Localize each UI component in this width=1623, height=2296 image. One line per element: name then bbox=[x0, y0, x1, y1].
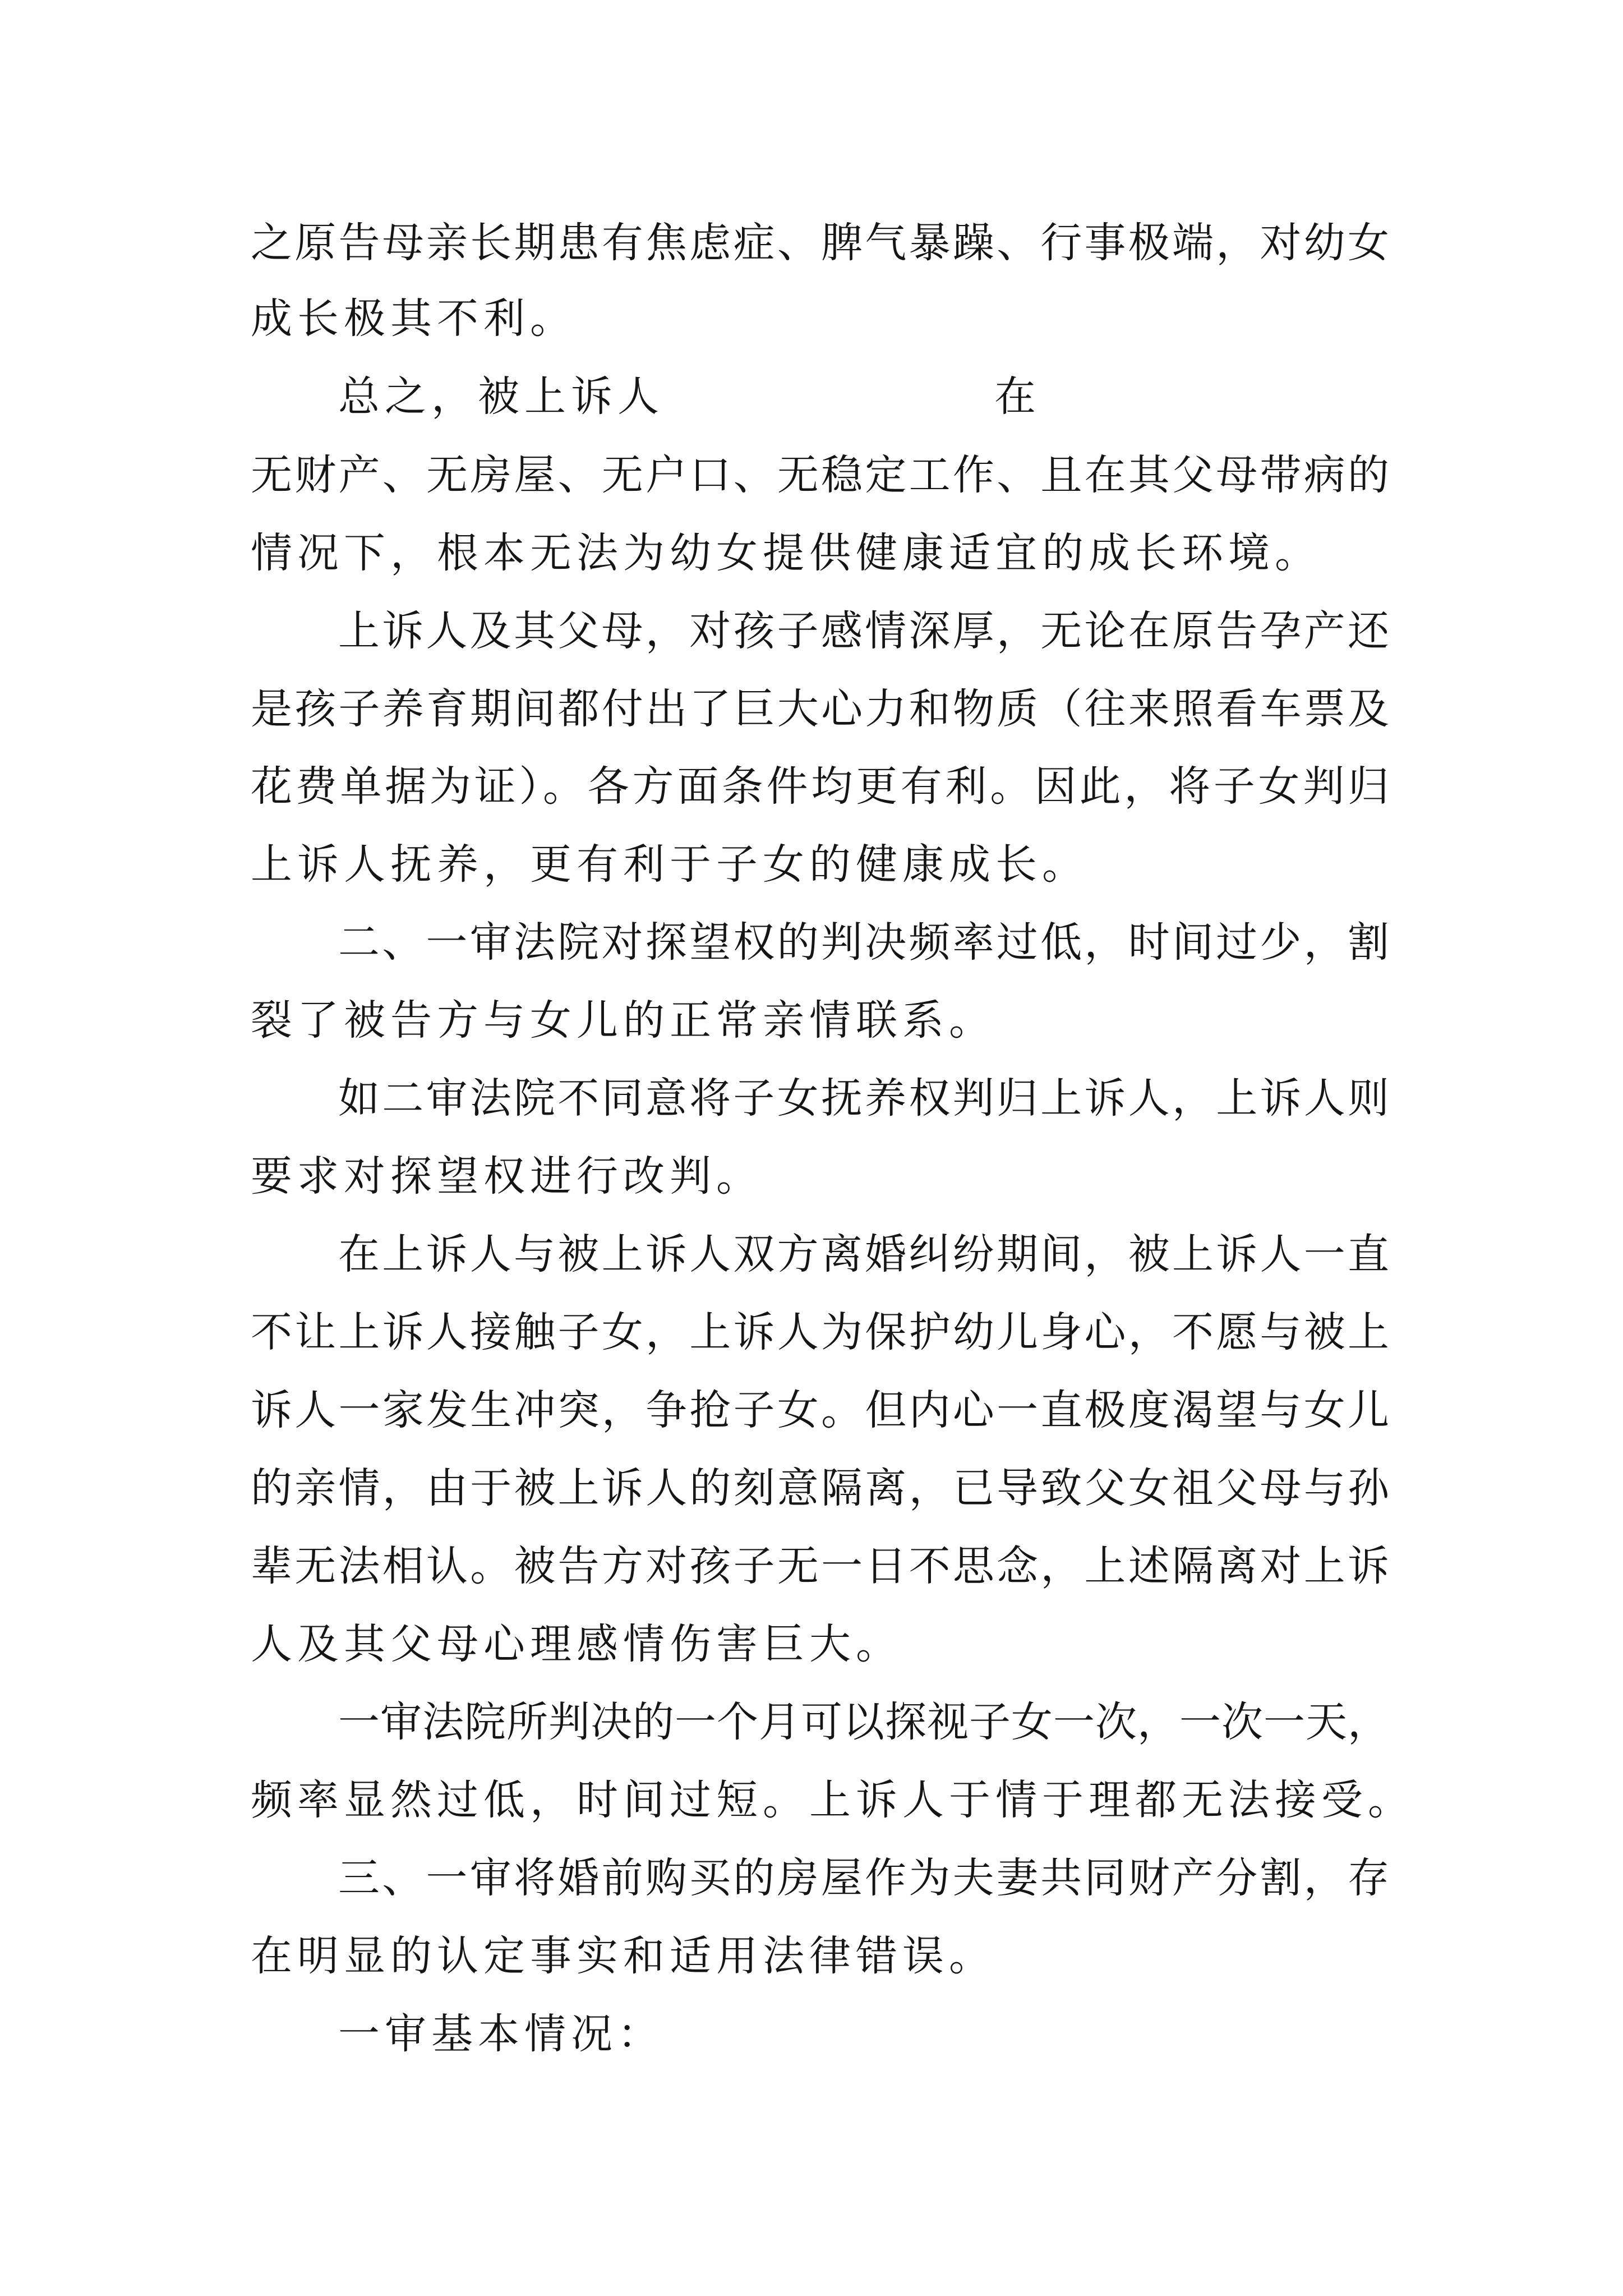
text-line-15: 不让上诉人接触子女，上诉人为保护幼儿身心，不愿与被上 bbox=[251, 1308, 1389, 1356]
text-line-17: 的亲情，由于被上诉人的刻意隔离，已导致父女祖父母与孙 bbox=[251, 1464, 1389, 1512]
text-line-19: 人及其父母心理感情伤害巨大。 bbox=[251, 1620, 902, 1668]
text-line-13: 要求对探望权进行改判。 bbox=[251, 1152, 763, 1200]
text-line-14: 在上诉人与被上诉人双方离婚纠纷期间，被上诉人一直 bbox=[338, 1230, 1389, 1278]
text-line-22: 三、一审将婚前购买的房屋作为夫妻共同财产分割，存 bbox=[338, 1854, 1389, 1902]
text-line-10: 二、一审法院对探望权的判决频率过低，时间过少，割 bbox=[338, 918, 1389, 967]
text-line-2: 成长极其不利。 bbox=[251, 295, 577, 343]
text-line-7: 是孩子养育期间都付出了巨大心力和物质（往来照看车票及 bbox=[251, 685, 1389, 733]
text-line-23: 在明显的认定事实和适用法律错误。 bbox=[251, 1932, 995, 1980]
text-line-4: 无财产、无房屋、无户口、无稳定工作、且在其父母带病的 bbox=[251, 451, 1389, 499]
text-line-9: 上诉人抚养，更有利于子女的健康成长。 bbox=[251, 840, 1089, 889]
text-line-1: 之原告母亲长期患有焦虑症、脾气暴躁、行事极端，对幼女 bbox=[251, 219, 1389, 267]
text-line-3-part-2: 在 bbox=[994, 372, 1041, 421]
text-line-11: 裂了被告方与女儿的正常亲情联系。 bbox=[251, 996, 995, 1045]
text-line-8: 花费单据为证）。各方面条件均更有利。因此，将子女判归 bbox=[251, 762, 1389, 811]
text-line-12: 如二审法院不同意将子女抚养权判归上诉人，上诉人则 bbox=[338, 1074, 1389, 1122]
text-line-21: 频率显然过低，时间过短。上诉人于情于理都无法接受。 bbox=[251, 1776, 1414, 1824]
text-line-24: 一审基本情况： bbox=[338, 2010, 664, 2058]
text-line-3-part-1: 总之，被上诉人 bbox=[338, 372, 664, 421]
text-line-20: 一审法院所判决的一个月可以探视子女一次，一次一天， bbox=[338, 1698, 1389, 1746]
text-line-16: 诉人一家发生冲突，争抢子女。但内心一直极度渴望与女儿 bbox=[251, 1386, 1389, 1434]
text-line-6: 上诉人及其父母，对孩子感情深厚，无论在原告孕产还 bbox=[338, 607, 1389, 655]
text-line-18: 辈无法相认。被告方对孩子无一日不思念，上述隔离对上诉 bbox=[251, 1542, 1389, 1590]
text-line-5: 情况下，根本无法为幼女提供健康适宜的成长环境。 bbox=[251, 529, 1321, 577]
